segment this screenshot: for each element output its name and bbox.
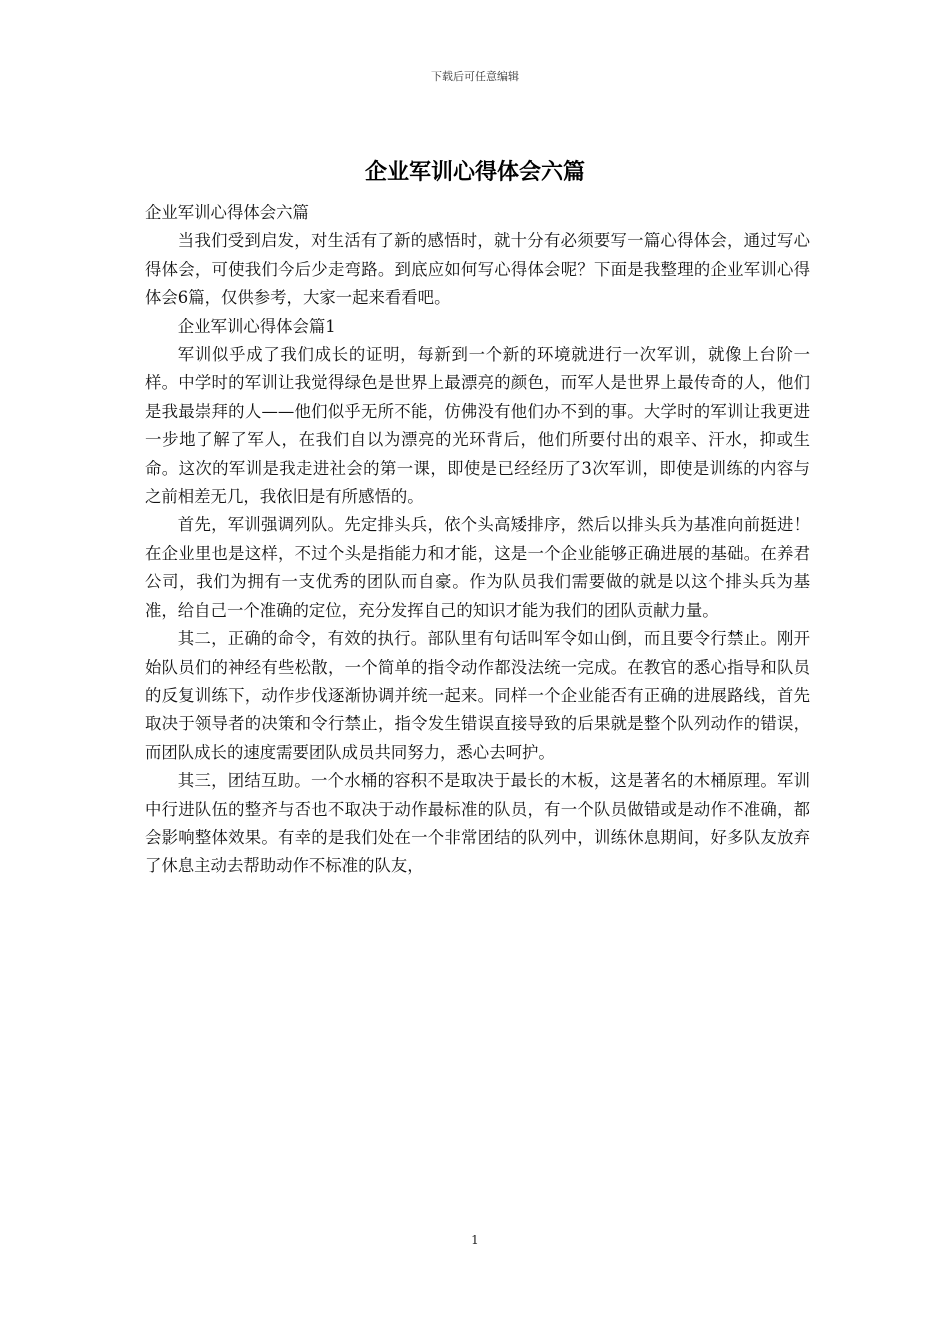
paragraph-body: 军训似乎成了我们成长的证明，每新到一个新的环境就进行一次军训，就像上台阶一样。中学时的军训让我觉得绿色是世界上最漂亮的颜色，而军人是世界上最传奇的人，他们是我最崇拜的人——他们似乎无所不能，仿佛没有他们办不到的事。大学时的军训让我更进一步地了解了军人，在我们自以为漂亮的光环背后，他们所要付出的艰辛、汗水，抑或生命。这次的军训是我走进社会的第一课，即使是已经经历了3次军训，即使是训练的内容与之前相差无几，我依旧是有所感悟的。 <box>145 345 810 507</box>
section-heading-1: 企业军训心得体会篇1 <box>177 316 336 336</box>
header-note: 下载后可任意编辑 <box>431 70 519 83</box>
document-body <box>145 199 810 881</box>
document-title: 企业军训心得体会六篇 <box>364 159 585 185</box>
page-number: 1 <box>471 1233 479 1247</box>
paragraph-body: 其三，团结互助。一个水桶的容积不是取决于最长的木板，这是著名的木桶原理。军训中行进队伍的整齐与否也不取决于动作最标准的队员，有一个队员做错或是动作不准确，都会影响整体效果。有幸的是我们处在一个非常团结的队列中，训练休息期间，好多队友放弃了休息主动去帮助动作不标准的队友， <box>145 771 810 876</box>
paragraph-intro: 当我们受到启发，对生活有了新的感悟时，就十分有必须要写一篇心得体会，通过写心得体会，可使我们今后少走弯路。到底应如何写心得体会呢？下面是我整理的企业军训心得体会6篇，仅供参考，大家一起来看看吧。 <box>145 231 810 308</box>
paragraph-subtitle: 企业军训心得体会六篇 <box>145 203 309 222</box>
paragraph-body: 其二，正确的命令，有效的执行。部队里有句话叫军令如山倒，而且要令行禁止。刚开始队员们的神经有些松散，一个简单的指令动作都没法统一完成。在教官的悉心指导和队员的反复训练下，动作步伐逐渐协调并统一起来。同样一个企业能否有正确的进展路线，首先取决于领导者的决策和令行禁止，指令发生错误直接导致的后果就是整个队列动作的错误，而团队成长的速度需要团队成员共同努力，悉心去呵护。 <box>145 629 810 762</box>
paragraph-body: 首先，军训强调列队。先定排头兵，依个头高矮排序，然后以排头兵为基准向前挺进！在企业里也是这样，不过个头是指能力和才能，这是一个企业能够正确进展的基础。在养君公司，我们为拥有一支优秀的团队而自豪。作为队员我们需要做的就是以这个排头兵为基准，给自己一个准确的定位，充分发挥自己的知识才能为我们的团队贡献力量。 <box>145 515 810 620</box>
